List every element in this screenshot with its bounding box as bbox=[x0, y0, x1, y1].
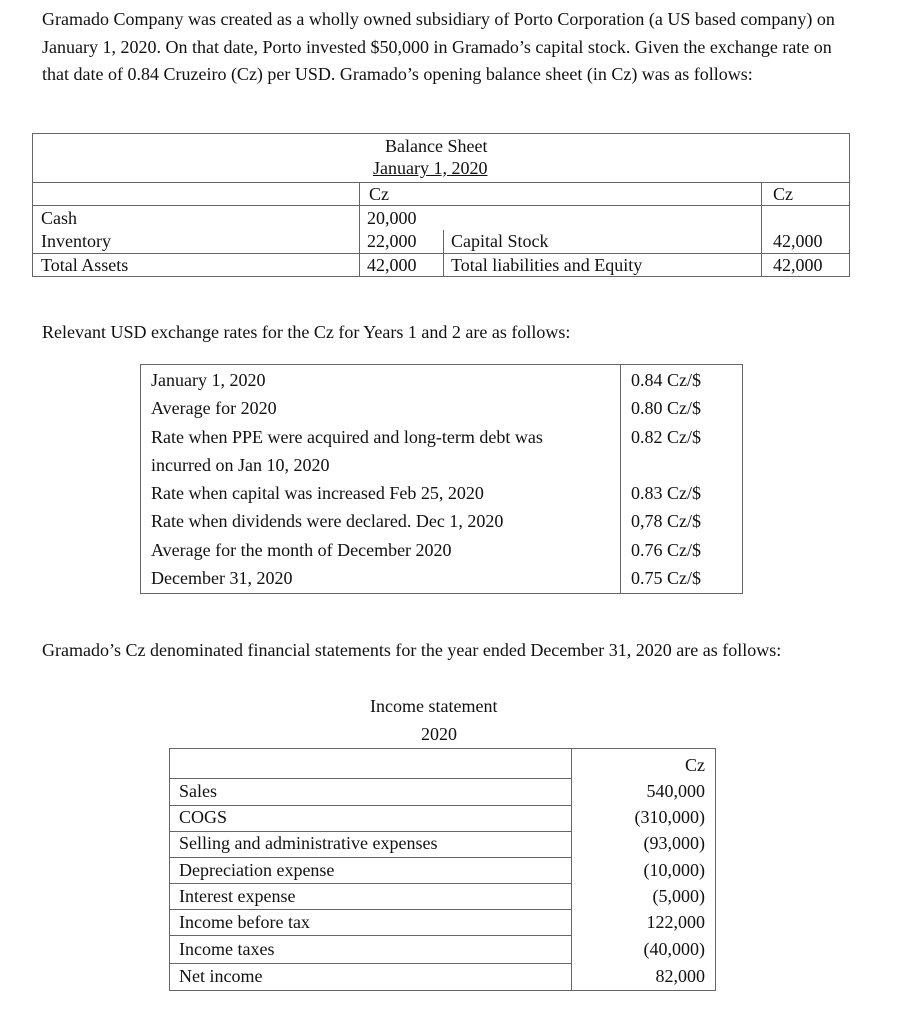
bs-total-assets-value: 42,000 bbox=[367, 255, 417, 275]
is-value-income-taxes: (40,000) bbox=[643, 939, 705, 959]
rate-value-jan1: 0.84 Cz/$ bbox=[631, 370, 701, 390]
balance-sheet-title: Balance Sheet bbox=[385, 136, 488, 156]
rates-intro: Relevant USD exchange rates for the Cz for Years 1 and 2 are as follows: bbox=[42, 322, 571, 342]
rate-value-dividends: 0,78 Cz/$ bbox=[631, 511, 701, 531]
is-label-income-taxes: Income taxes bbox=[179, 939, 275, 959]
balance-sheet-table bbox=[32, 133, 850, 277]
income-statement-table bbox=[169, 748, 716, 991]
rate-label-dec31: December 31, 2020 bbox=[151, 568, 293, 588]
is-currency: Cz bbox=[685, 755, 705, 775]
bs-total-assets-label: Total Assets bbox=[41, 255, 129, 275]
is-value-income-before-tax: 122,000 bbox=[646, 912, 705, 932]
bs-currency-right: Cz bbox=[773, 184, 793, 204]
is-label-income-before-tax: Income before tax bbox=[179, 912, 310, 932]
rate-label-ppe: Rate when PPE were acquired and long-term debt was bbox=[151, 427, 543, 447]
financial-statements-intro: Gramado’s Cz denominated financial statements for the year ended December 31, 2020 are as follows: bbox=[42, 640, 782, 660]
bs-currency-left: Cz bbox=[369, 184, 389, 204]
is-value-depreciation: (10,000) bbox=[643, 860, 705, 880]
is-value-net-income: 82,000 bbox=[655, 966, 705, 986]
bs-total-le-label: Total liabilities and Equity bbox=[451, 255, 643, 275]
rate-value-ppe: 0.82 Cz/$ bbox=[631, 427, 701, 447]
is-label-net-income: Net income bbox=[179, 966, 263, 986]
is-label-cogs: COGS bbox=[179, 807, 228, 827]
is-value-sales: 540,000 bbox=[646, 781, 705, 801]
bs-capital-value: 42,000 bbox=[773, 231, 823, 251]
income-statement-title: Income statement bbox=[370, 696, 498, 716]
is-label-depreciation: Depreciation expense bbox=[179, 860, 335, 880]
exchange-rates-table bbox=[140, 364, 743, 594]
is-value-interest: (5,000) bbox=[652, 886, 705, 906]
bs-inventory-label: Inventory bbox=[41, 231, 111, 251]
bs-cash-label: Cash bbox=[41, 208, 77, 228]
rate-label-dividends: Rate when dividends were declared. Dec 1, 2020 bbox=[151, 511, 504, 531]
rate-label-avg2020: Average for 2020 bbox=[151, 398, 277, 418]
rate-value-capital: 0.83 Cz/$ bbox=[631, 483, 701, 503]
intro-paragraph: Gramado Company was created as a wholly owned subsidiary of Porto Corporation (a US based company) on January 1, 2020. On that date, Porto invested $50,000 in Gramado’s capital stock. Given the exchange rate on that date of 0.84 Cruzeiro (Cz) per USD. Gramado’s opening balance sheet (in Cz) was as follows: bbox=[42, 9, 835, 84]
is-label-sales: Sales bbox=[179, 781, 217, 801]
is-label-sga: Selling and administrative expenses bbox=[179, 833, 438, 853]
rate-value-avg-dec: 0.76 Cz/$ bbox=[631, 540, 701, 560]
income-statement-year: 2020 bbox=[421, 724, 457, 744]
bs-capital-label: Capital Stock bbox=[451, 231, 549, 251]
rate-value-dec31: 0.75 Cz/$ bbox=[631, 568, 701, 588]
bs-inventory-value: 22,000 bbox=[367, 231, 417, 251]
balance-sheet-date: January 1, 2020 bbox=[373, 158, 488, 178]
rate-value-avg2020: 0.80 Cz/$ bbox=[631, 398, 701, 418]
rate-label-capital: Rate when capital was increased Feb 25, 2020 bbox=[151, 483, 484, 503]
is-value-cogs: (310,000) bbox=[634, 807, 705, 827]
is-label-interest: Interest expense bbox=[179, 886, 296, 906]
rate-label-jan1: January 1, 2020 bbox=[151, 370, 266, 390]
bs-cash-value: 20,000 bbox=[367, 208, 417, 228]
is-value-sga: (93,000) bbox=[643, 833, 705, 853]
bs-total-le-value: 42,000 bbox=[773, 255, 823, 275]
rate-label-avg-dec: Average for the month of December 2020 bbox=[151, 540, 452, 560]
rate-label-ppe-cont: incurred on Jan 10, 2020 bbox=[151, 455, 330, 475]
